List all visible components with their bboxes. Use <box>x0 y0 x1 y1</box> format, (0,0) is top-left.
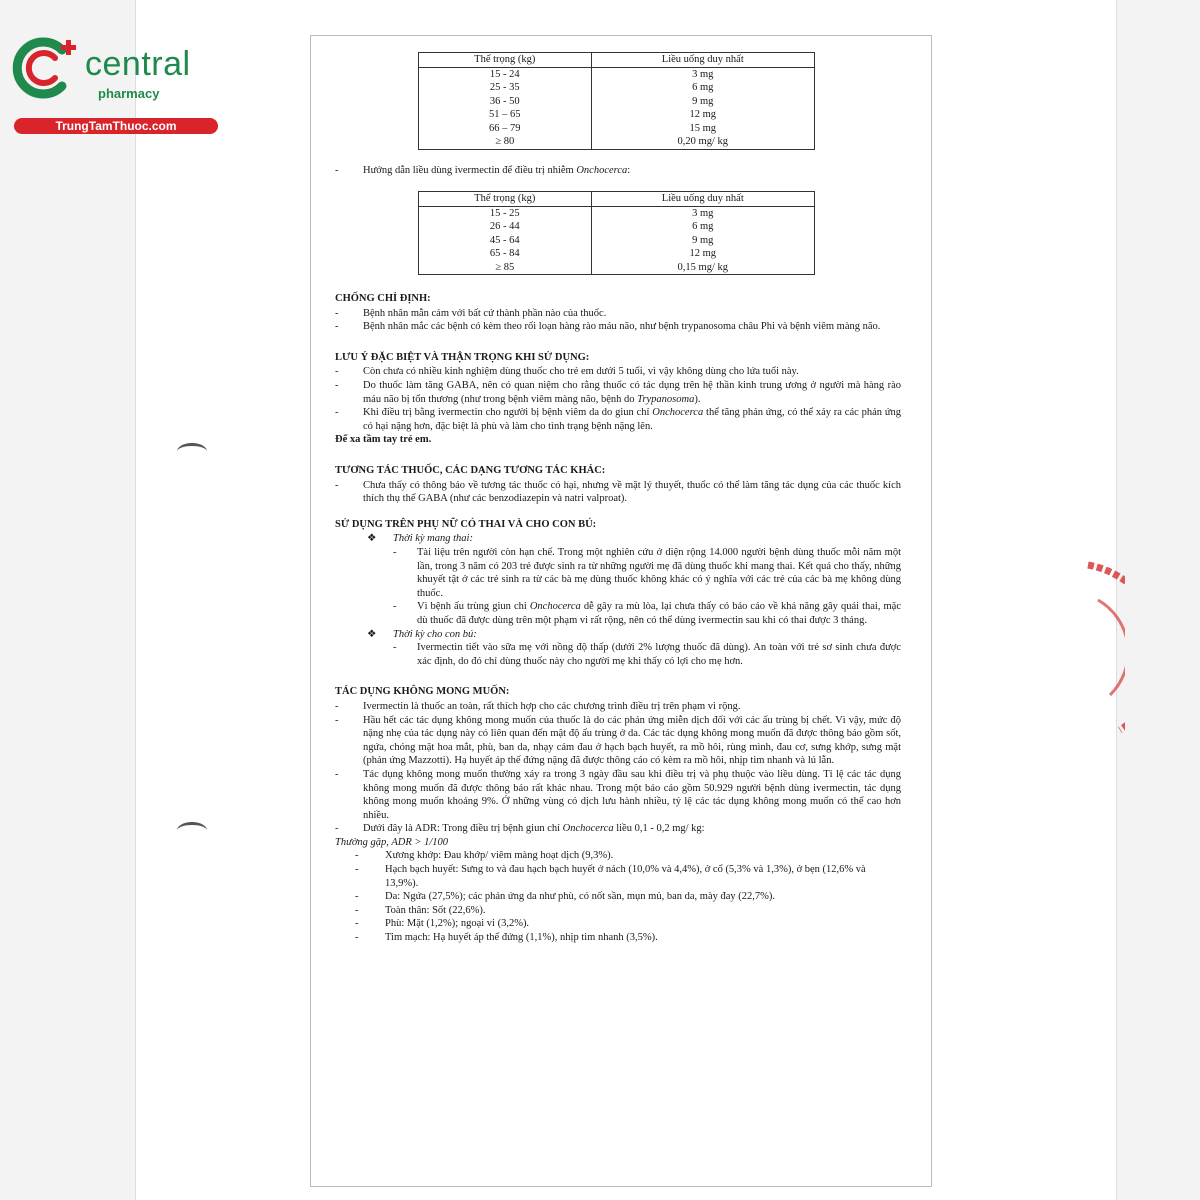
table-row <box>419 95 815 109</box>
item-text: Hạch bạch huyết: Sưng to và đau hạch bạch huyết ở nách (10,0% và 4,4%), ở cổ (5,3% và 1,3%), ở bẹn (12,6% và 13,9%). <box>385 864 866 889</box>
cell-weight: ≥ 85 <box>419 261 592 275</box>
lactation-subheading <box>367 628 901 642</box>
item-after: ). <box>694 393 701 405</box>
item-text: Ivermectin là thuốc an toàn, rất thích hợp cho các chương trình điều trị trên phạm vi rộng. <box>363 700 741 712</box>
item-italic: Onchocerca <box>652 407 704 419</box>
table-row <box>419 234 815 248</box>
list-item <box>335 479 901 506</box>
cell-weight: ≥ 80 <box>419 135 592 149</box>
item-text: Khi điều trị bằng ivermectin cho người bị bệnh viêm da do giun chỉ <box>363 407 650 419</box>
adr-item <box>355 849 901 863</box>
section-title-pregnancy: SỬ DỤNG TRÊN PHỤ NỮ CÓ THAI VÀ CHO CON BÚ: <box>335 518 597 530</box>
table-row <box>419 261 815 275</box>
section-title-contraindications: CHỐNG CHỈ ĐỊNH: <box>335 293 431 305</box>
document-content <box>335 52 901 945</box>
table-row <box>419 220 815 234</box>
item-text: Do thuốc làm tăng GABA, nên có quan niệm cho rằng thuốc có tác dụng trên hệ thần kinh trung ương ở người mà hàng rào máu não bị tổn thương (như trong bệnh viêm màng não, bệnh do <box>363 380 901 405</box>
cell-dose: 6 mg <box>591 81 814 95</box>
cell-dose: 6 mg <box>591 220 814 234</box>
cell-dose: 15 mg <box>591 122 814 136</box>
list-item <box>335 714 901 768</box>
adr-item <box>355 890 901 904</box>
list-dash: - <box>335 407 339 419</box>
list-dash: - <box>335 768 339 780</box>
item-text: Dưới đây là ADR: Trong điều trị bệnh giun chỉ <box>363 823 561 835</box>
list-dash: - <box>335 321 339 333</box>
cell-dose: 9 mg <box>591 95 814 109</box>
list-item <box>393 546 901 600</box>
list-dash: - <box>335 479 339 491</box>
list-dash: - <box>335 823 339 835</box>
item-text: Còn chưa có nhiều kinh nghiệm dùng thuốc cho trẻ em dưới 5 tuổi, vì vậy không dùng cho lứa tuổi này. <box>363 366 799 378</box>
brand-tagline: pharmacy <box>98 86 160 101</box>
document-page <box>310 35 932 1187</box>
item-text: Phù: Mặt (1,2%); ngoại vi (3,2%). <box>385 918 530 930</box>
cell-dose: 9 mg <box>591 234 814 248</box>
common-adr-label: Thường gặp, ADR > 1/100 <box>335 836 449 848</box>
cell-weight: 65 - 84 <box>419 247 592 261</box>
cell-weight: 25 - 35 <box>419 81 592 95</box>
cell-dose: 3 mg <box>591 206 814 220</box>
item-after: liều 0,1 - 0,2 mg/ kg: <box>616 823 705 835</box>
table-row <box>419 247 815 261</box>
list-dash: - <box>393 601 397 613</box>
item-text: Toàn thân: Sốt (22,6%). <box>385 904 486 916</box>
table-row <box>419 67 815 81</box>
brand-url[interactable]: TrungTamThuoc.com <box>14 118 218 134</box>
brand-logo[interactable] <box>10 36 220 136</box>
diamond-bullet-icon: ❖ <box>367 533 377 545</box>
list-dash: - <box>355 918 359 930</box>
item-italic: Onchocerca <box>562 823 614 835</box>
item-text: Tim mạch: Hạ huyết áp thế đứng (1,1%), nhịp tim nhanh (3,5%). <box>385 932 658 944</box>
onchocerca-dose-intro <box>335 164 901 178</box>
pregnancy-subheading <box>367 532 901 546</box>
binder-hole-top <box>177 443 207 460</box>
subheading-label: Thời kỳ cho con bú: <box>393 628 477 640</box>
item-after: thể tăng phản ứng, có thể xảy ra các phản ứng có hại nặng hơn, đặc biệt là phù và làm cho tình trạng bệnh nặng lên. <box>363 407 902 432</box>
cell-dose: 0,20 mg/ kg <box>591 135 814 149</box>
section-title-interactions: TƯƠNG TÁC THUỐC, CÁC DẠNG TƯƠNG TÁC KHÁC: <box>335 465 606 477</box>
keep-away-notice: Để xa tầm tay trẻ em. <box>335 434 432 446</box>
list-dash: - <box>355 864 359 876</box>
table-row <box>419 122 815 136</box>
item-text: Bệnh nhân mắc các bệnh có kèm theo rối loạn hàng rào máu não, như bệnh trypanosoma châu Phi và bệnh viêm màng não. <box>363 321 881 333</box>
item-text: Tác dụng không mong muốn thường xảy ra trong 3 ngày đầu sau khi điều trị và phụ thuộc vào liều dùng. Tỉ lệ các tác dụng không mong muốn đã được thông báo rất khác nhau. Trong một báo cáo gồm 50.929 người bệnh dùng ivermectin, tác dụng không mong muốn khoảng 9%. Ở những vùng có dịch lưu hành nhiều, tỷ lệ các tác dụng không mong muốn có thể cao hơn nhiều. <box>363 768 901 821</box>
list-dash: - <box>335 700 339 712</box>
item-text: Vì bệnh ấu trùng giun chỉ <box>417 601 527 613</box>
table-row <box>419 206 815 220</box>
adr-item <box>355 931 901 945</box>
cell-weight: 51 – 65 <box>419 108 592 122</box>
list-dash: - <box>355 904 359 916</box>
brand-name: central <box>85 45 191 83</box>
table-row <box>419 81 815 95</box>
list-dash: - <box>355 850 359 862</box>
table-header-dose: Liều uống duy nhất <box>591 53 814 68</box>
list-dash: - <box>335 380 339 392</box>
binder-hole-bottom <box>177 822 207 839</box>
cell-weight: 45 - 64 <box>419 234 592 248</box>
list-item <box>335 768 901 822</box>
table-row <box>419 135 815 149</box>
list-item <box>335 406 901 433</box>
item-text: Chưa thấy có thông báo về tương tác thuốc có hại, nhưng về mặt lý thuyết, thuốc có thể làm tăng tác dụng của các thuốc kích thích thụ thể GABA (như các benzodiazepin và natri valproat). <box>363 479 901 505</box>
list-dash: - <box>335 307 339 319</box>
list-dash: - <box>393 642 397 654</box>
cell-dose: 3 mg <box>591 67 814 81</box>
list-dash: - <box>335 164 339 176</box>
list-item <box>393 600 901 627</box>
section-title-side-effects: TÁC DỤNG KHÔNG MONG MUỐN: <box>335 686 510 698</box>
item-text: Xương khớp: Đau khớp/ viêm màng hoạt dịch (9,3%). <box>385 850 614 862</box>
subheading-label: Thời kỳ mang thai: <box>393 533 473 545</box>
adr-item <box>355 917 901 931</box>
list-dash: - <box>355 932 359 944</box>
item-text: Da: Ngứa (27,5%); các phản ứng da như phù, có nốt sần, mụn mủ, ban da, mày đay (22,7%). <box>385 891 776 903</box>
list-item <box>335 307 901 321</box>
diamond-bullet-icon: ❖ <box>367 628 377 640</box>
cell-weight: 26 - 44 <box>419 220 592 234</box>
list-item <box>335 822 901 836</box>
cell-dose: 0,15 mg/ kg <box>591 261 814 275</box>
item-text: Ivermectin tiết vào sữa mẹ với nồng độ thấp (dưới 2% lượng thuốc đã dùng). An toàn với trẻ sơ sinh chưa được xác định, do đó chỉ dùng thuốc này cho người mẹ khi thấy có lợi cho mẹ hơn. <box>417 642 901 667</box>
cell-dose: 12 mg <box>591 108 814 122</box>
cell-weight: 15 - 25 <box>419 206 592 220</box>
list-dash: - <box>393 547 397 558</box>
cell-weight: 36 - 50 <box>419 95 592 109</box>
central-logo-icon <box>10 36 80 100</box>
list-dash: - <box>335 366 339 378</box>
adr-item <box>355 904 901 918</box>
cell-dose: 12 mg <box>591 247 814 261</box>
cell-weight: 66 – 79 <box>419 122 592 136</box>
cell-weight: 15 - 24 <box>419 67 592 81</box>
dose-table-onchocerca <box>418 191 815 275</box>
table-row <box>419 108 815 122</box>
list-item <box>335 320 901 334</box>
intro-text: Hướng dẫn liều dùng ivermectin để điều trị nhiễm <box>363 164 574 176</box>
item-text: Bệnh nhân mẫn cảm với bất cứ thành phần nào của thuốc. <box>363 307 607 319</box>
intro-after: : <box>627 164 631 176</box>
list-item <box>335 700 901 714</box>
list-item <box>335 379 901 406</box>
list-dash: - <box>335 714 339 726</box>
intro-italic: Onchocerca <box>576 164 628 176</box>
list-dash: - <box>355 891 359 903</box>
red-stamp-seal <box>1080 560 1125 735</box>
item-after: dễ gây ra mù lòa, lại chưa thấy có báo cáo về khả năng gây quái thai, mặc dù thuốc đã được dùng trên một phạm vi rất rộng, nên có thể dùng ivermectin sau khi có thai được 3 tháng. <box>417 601 901 626</box>
table-header-weight: Thể trọng (kg) <box>419 192 592 207</box>
dose-table-general <box>418 52 815 150</box>
table-header-dose: Liều uống duy nhất <box>591 192 814 207</box>
table-header-weight: Thể trọng (kg) <box>419 53 592 68</box>
list-item <box>335 365 901 379</box>
item-text: Tài liệu trên người còn hạn chế. Trong một nghiên cứu ở diện rộng 14.000 người bệnh dùng thuốc mỗi năm một lần, trong 3 năm có 203 trẻ được sinh ra từ những người mẹ đã dùng thuốc khi mang thai. Kết quả cho thấy, những khuyết tật ở các trẻ sinh ra từ các bà mẹ dùng thuốc không khác có ý nghĩa với các trẻ của các bà mẹ không dùng thuốc. <box>417 547 901 599</box>
section-title-cautions: LƯU Ý ĐẶC BIỆT VÀ THẬN TRỌNG KHI SỬ DỤNG: <box>335 351 590 363</box>
adr-item <box>355 863 901 890</box>
item-text: Hầu hết các tác dụng không mong muốn của thuốc là do các phản ứng miễn dịch đối với các ấu trùng bị chết. Vì vậy, mức độ nặng nhẹ của tác dụng này có liên quan đến mật độ ấu trùng ở da. Các tác dụng không mong muốn đã được thông báo gồm sốt, ngứa, chóng mặt hoa mắt, phù, ban da, nhạy cảm đau ở hạch bạch huyết, ra mồ hôi, rùng mình, đau cơ, sưng khớp, sưng mặt (phản ứng Mazzotti). Hạ huyết áp thế đứng nặng đã được thông cáo có kèm ra mồ hôi, nhịp tim nhanh và lú lẫn. <box>363 714 901 767</box>
list-item <box>393 641 901 668</box>
item-italic: Onchocerca <box>529 601 581 613</box>
item-italic: Trypanosoma <box>637 393 695 405</box>
